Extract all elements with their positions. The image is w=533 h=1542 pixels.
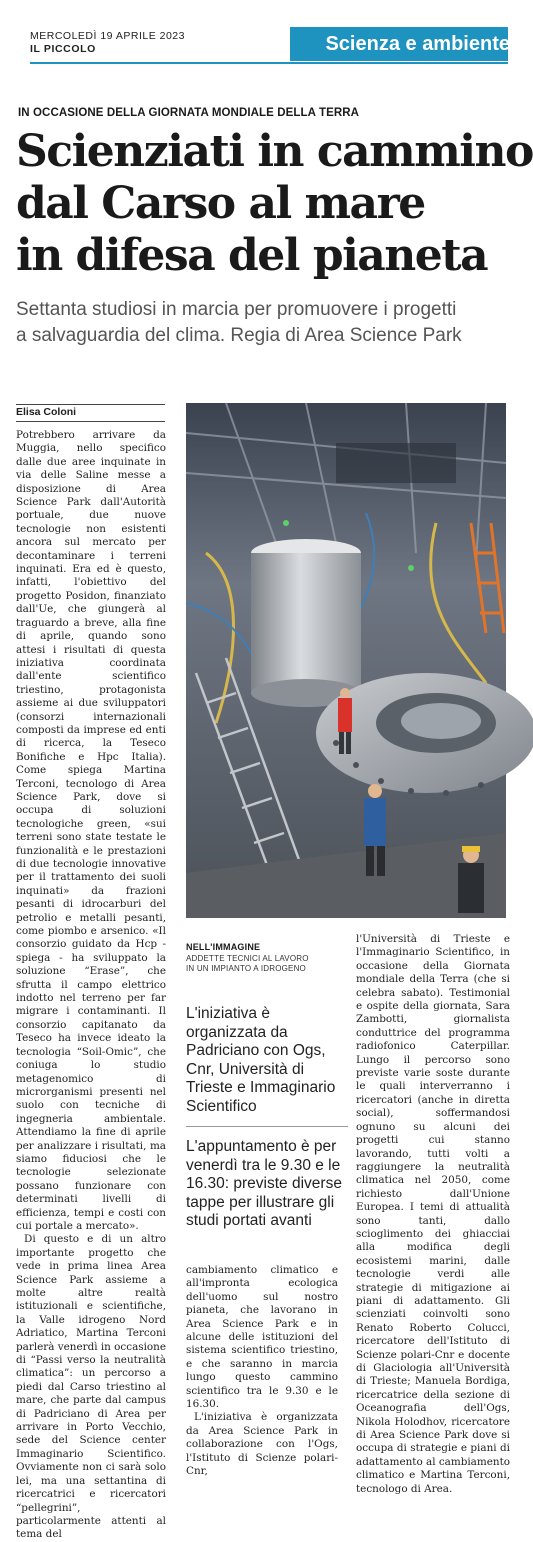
header-rule	[30, 62, 508, 64]
byline-rule	[16, 421, 165, 422]
section-title: Scienza e ambiente	[325, 33, 510, 55]
hydrogen-plant-photo	[186, 403, 506, 918]
pull-quote: L'iniziativa è organizzata da Padriciano con Ogs, Cnr, Università di Trieste e Immaginario Scientifico	[186, 1005, 336, 1115]
byline-rule-top	[16, 404, 165, 405]
masthead	[30, 30, 290, 56]
photo-illustration	[186, 403, 506, 918]
body-paragraph: Di questo e di un altro importante progetto che vede in prima linea Area Science Park assieme a molte altre realtà istituzionali e scientifiche, la Valle idrogeno Nord Adriatico, Martina Terconi parlerà venerdì in occasione di “Passi verso la neutralità climatica”: un percorso a piedi dal Carso triestino al mare, che parte dal campus di Padriciano di Area per arrivare in Porto Vecchio, sede del Science center Immaginario Scientifico. Ovviamente non ci sarà solo lei, ma una settantina di ricercatrici e ricercatori “pellegrini”, particolarmente attenti al tema del	[16, 1233, 167, 1541]
title-line: in difesa del pianeta	[16, 230, 488, 281]
body-column-2	[186, 1264, 338, 1494]
article-kicker: IN OCCASIONE DELLA GIORNATA MONDIALE DELLA TERRA	[18, 107, 360, 119]
body-column-3	[356, 933, 510, 1495]
body-paragraph: L'iniziativa è organizzata da Area Science Park in collaborazione con l'Ogs, l'Istituto di Scienze polari-Cnr,	[186, 1411, 338, 1478]
caption-line: ADDETTE TECNICI AL LAVORO	[186, 954, 309, 963]
body-column-1	[16, 429, 167, 1541]
body-paragraph: l'Università di Trieste e l'Immaginario Scientifico, in occasione della Giornata mondiale della Terra (che si celebra sabato). Testimonial e ospite della giornata, Sara Zambotti, giornalista conduttrice del programma radiofonico Caterpillar. Lungo il percorso sono previste varie soste durante le quali interverranno i ricercatori (anche in diretta social), soffermandosi ognuno su alcuni dei progetti cui stanno lavorando, tutti volti a raggiungere la neutralità climatica nel 2050, come richiesto dall'Unione Europea. I temi di attualità sono tanti, dallo scioglimento dei ghiacciai alla modifica degli ecosistemi marini, dalle tecnologie verdi alle strategie di mitigazione ai piani di adattamento. Gli scienziati coinvolti sono Renato Roberto Colucci, ricercatore dell'Istituto di Scienze polari-Cnr e docente di Glaciologia all'Università di Trieste; Manuela Bordiga, ricercatrice della sezione di Oceanografia dell'Ogs, Nikola Holodhov, ricercatore di Area Science Park dove si occupa di strategie e piani di adattamento al cambiamento climatico e Martina Terconi, tecnologo di Area.	[356, 933, 510, 1495]
article-title	[16, 126, 533, 282]
subtitle-line: a salvaguardia del clima. Regia di Area Science Park	[16, 325, 462, 346]
newspaper-name: IL PICCOLO	[30, 43, 96, 55]
body-paragraph: cambiamento climatico e all'impronta ecologica dell'uomo sul nostro pianeta, che lavorano in Area Science Park e in alcune delle istituzioni del sistema scientifico triestino, e che saranno in marcia lungo questo cammino scientifico tra le 9.30 e le 16.30.	[186, 1264, 338, 1411]
title-line: dal Carso al mare	[16, 178, 425, 229]
article-subtitle	[16, 297, 516, 349]
photo-caption-label: NELL'IMMAGINE	[186, 942, 261, 952]
caption-line: IN UN IMPIANTO A IDROGENO	[186, 964, 306, 973]
photo-caption	[186, 954, 346, 974]
subtitle-line: Settanta studiosi in marcia per promuovere i progetti	[16, 299, 457, 320]
byline: Elisa Coloni	[16, 406, 77, 418]
pull-quote: L'appuntamento è per venerdì tra le 9.30 e le 16.30: previste diverse tappe per illustrare gli studi portati avanti	[186, 1138, 342, 1229]
issue-date: MERCOLEDÌ 19 APRILE 2023	[30, 30, 185, 42]
title-line: Scienziati in cammino	[16, 126, 533, 177]
pull-quote-divider	[186, 1126, 348, 1127]
body-paragraph: Potrebbero arrivare da Muggia, nello specifico dalle due aree inquinate in via delle Saline messe a disposizione di Area Science Park dall'Autorità portuale, due nuove tecnologie non esistenti ancora sul mercato per decontaminare i terreni inquinati. Era ed è questo, infatti, l'obiettivo del progetto Posidon, finanziato dall'Ue, che giungerà al traguardo a breve, alla fine di aprile, quando sono attesi i risultati di questa iniziativa coordinata dall'ente scientifico triestino, protagonista assieme ai due sviluppatori (consorzi internazionali composti da imprese ed enti di ricerca, la Teseco Bonifiche e Hpc Italia). Come spiega Martina Terconi, tecnologo di Area Science Park, dove si occupa di soluzioni tecnologiche green, «sui terreni sono state testate le funzionalità e le prestazioni di due tecnologie innovative per il trattamento dei suoli inquinati» da frazioni pesanti di idrocarburi del petrolio e metalli pesanti, come piombo e arsenico. «Il consorzio guidato da Hcp - spiega - ha sviluppato la soluzione “Erase”, che sfrutta il campo elettrico indotto nel terreno per far migrare i contaminanti. Il consorzio capitanato da Teseco ha invece ideato la tecnologia “Soil-Omic”, che coniuga lo studio metagenomico di microrganismi presenti nel suolo con tecniche di ingegneria ambientale. Attendiamo la fine di aprile per analizzare i risultati, ma siamo fiduciosi che le tecnologie selezionate possano funzionare con determinati livelli di efficienza, tempi e costi con cui portale a mercato».	[16, 429, 166, 1232]
